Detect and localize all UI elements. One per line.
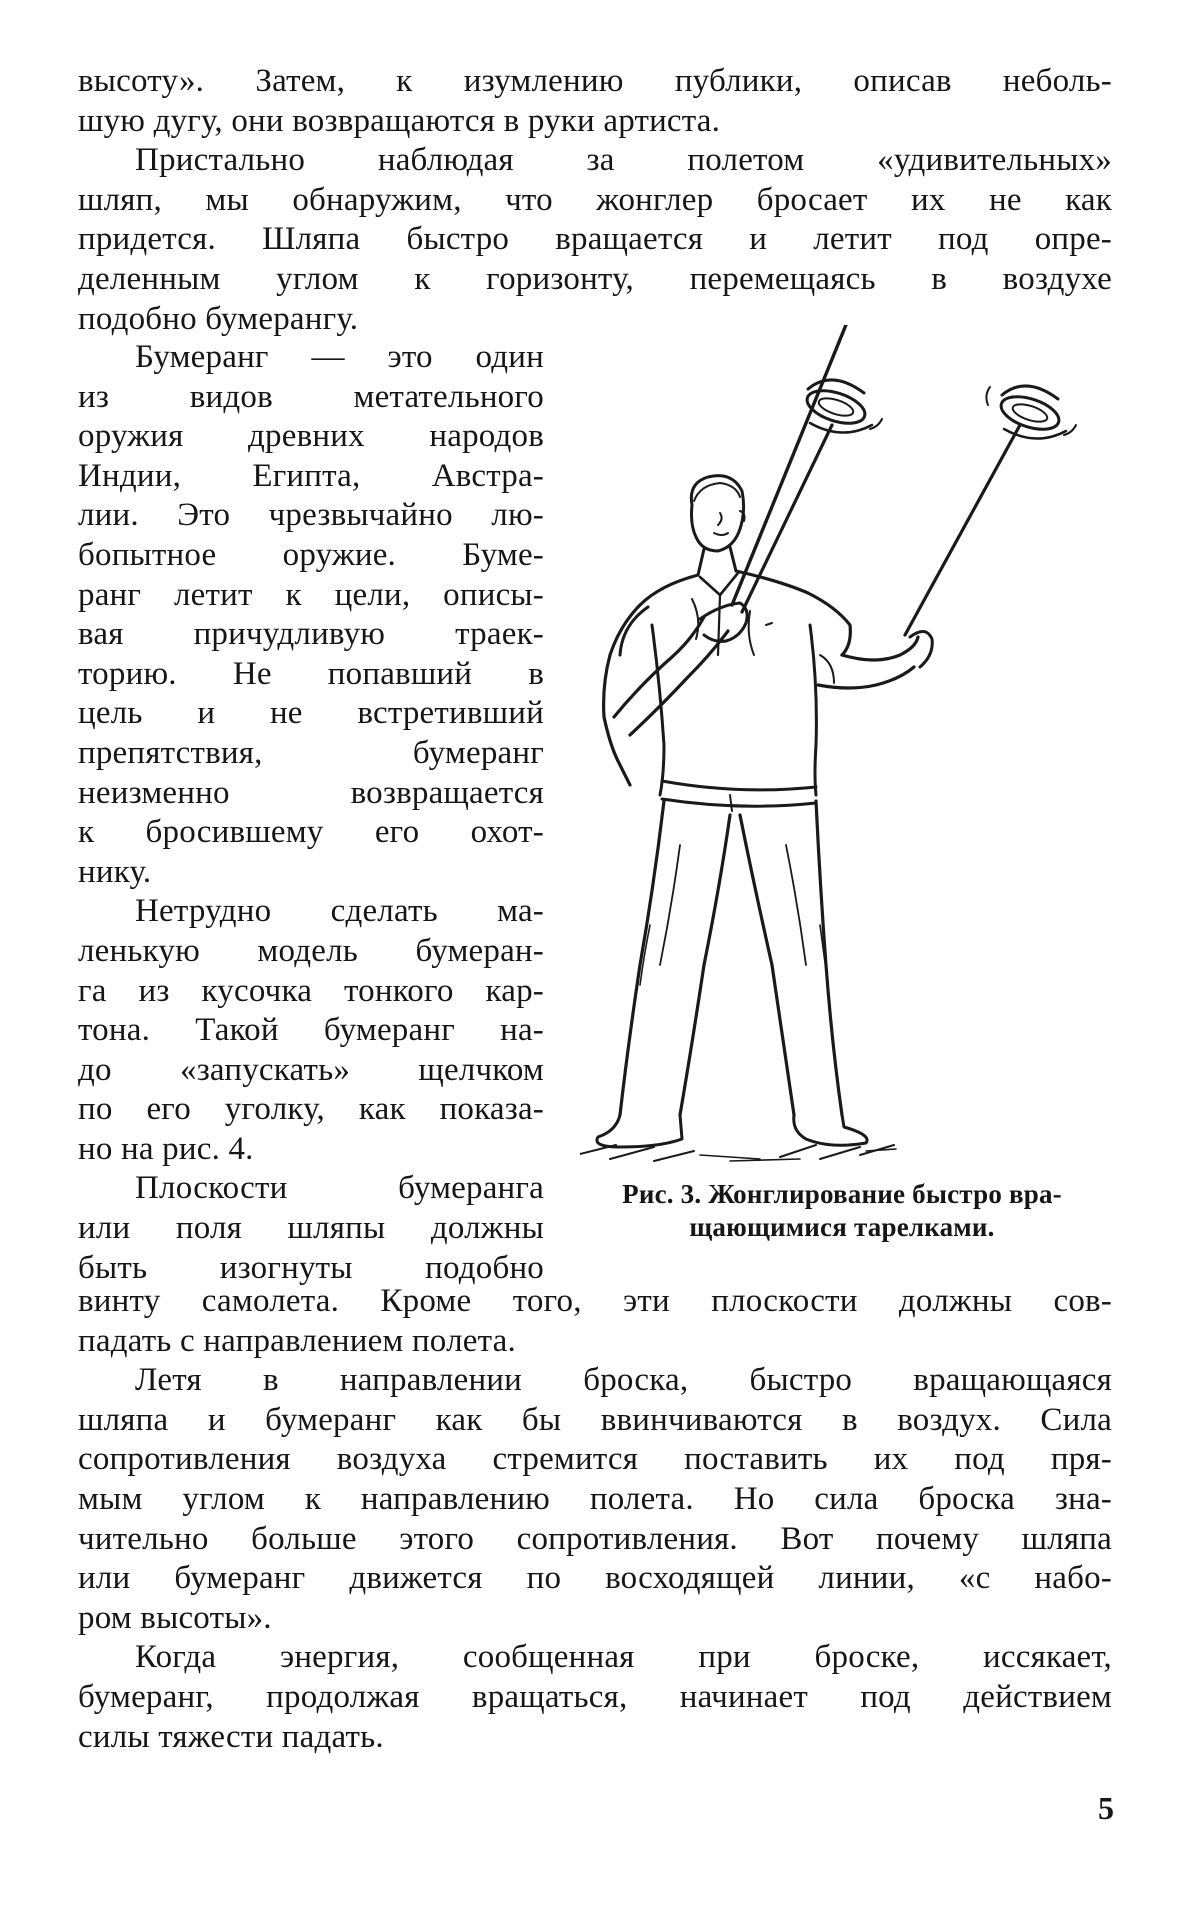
text-line: лии. Это чрезвычайно лю- [78,497,544,534]
plate-3 [986,386,1076,439]
text-line: Индии, Египта, Австра- [78,457,544,494]
text-line: тона. Такой бумеранг на- [78,1012,544,1049]
text-line: Пристально наблюдая за полетом «удивительных» [135,142,1112,179]
text-line: до «запускать» щелчком [78,1051,544,1088]
caption-line-2: щающимися тарелками. [689,1212,995,1242]
text-line: шляп, мы обнаружим, что жонглер бросает их не как [78,181,1112,218]
text-line: бопытное оружие. Буме- [78,536,544,573]
after-text [78,1282,1112,1757]
text-line: сопротивления воздуха стремится поставить их под пря- [78,1441,1112,1478]
text-line: Бумеранг — это один [135,339,544,375]
text-line: шляпа и бумеранг как бы ввинчиваются в воздух. Сила [78,1401,1112,1438]
juggler-illustration [580,325,1100,1165]
text-line: из видов метательного [78,378,544,415]
plate-2 [803,380,882,433]
text-line: к бросившему его охот- [78,814,544,851]
text-line: силы тяжести падать. [78,1718,384,1755]
text-line: по его уголку, как показа- [78,1091,544,1128]
text-line: или поля шляпы должны [78,1210,544,1247]
column-text [78,338,544,1288]
text-line: быть изогнуты подобно [78,1249,544,1286]
text-line: оружия древних народов [78,418,544,455]
text-line: высоту». Затем, к изумлению публики, описав неболь- [78,63,1112,99]
text-line: но на рис. 4. [78,1130,254,1167]
page-number: 5 [1098,1790,1114,1826]
text-line: падать с направлением полета. [78,1322,516,1359]
text-line: или бумеранг движется по восходящей линии, «с набо- [78,1560,1112,1597]
text-line: чительно больше этого сопротивления. Вот почему шляпа [78,1520,1112,1557]
text-line: ром высоты». [78,1599,272,1636]
text-line: торию. Не попавший в [78,655,544,692]
juggler-drawing [580,325,1100,1165]
text-line: ранг летит к цели, описы- [78,576,544,613]
text-line: придется. Шляпа быстро вращается и летит под опре- [78,221,1112,258]
text-line: ленькую модель бумеран- [78,932,544,969]
text-line: бумеранг, продолжая вращаться, начинает под действием [78,1678,1112,1715]
text-line: мым углом к направлению полета. Но сила броска зна- [78,1480,1112,1517]
intro-text [78,62,1112,339]
text-line: вая причудливую траек- [78,616,544,653]
text-line: шую дугу, они возвращаются в руки артиста. [78,102,721,139]
text-line: нику. [78,853,152,890]
text-line: Плоскости бумеранга [135,1170,544,1207]
text-line: цель и не встретивший [78,695,544,732]
text-line: га из кусочка тонкого кар- [78,972,544,1009]
text-line: подобно бумерангу. [78,300,359,337]
text-line: неизменно возвращается [78,774,544,811]
text-line: препятствия, бумеранг [78,734,544,771]
text-line: деленным углом к горизонту, перемещаясь в воздухе [78,260,1112,297]
text-line: Летя в направлении броска, быстро вращающаяся [135,1362,1112,1399]
figure-caption [572,1178,1112,1244]
caption-line-1: Рис. 3. Жонглирование быстро вра- [622,1179,1062,1209]
text-line: винту самолета. Кроме того, эти плоскости должны сов- [78,1283,1112,1319]
text-line: Нетрудно сделать ма- [135,893,544,930]
text-line: Когда энергия, сообщенная при броске, иссякает, [135,1639,1112,1676]
